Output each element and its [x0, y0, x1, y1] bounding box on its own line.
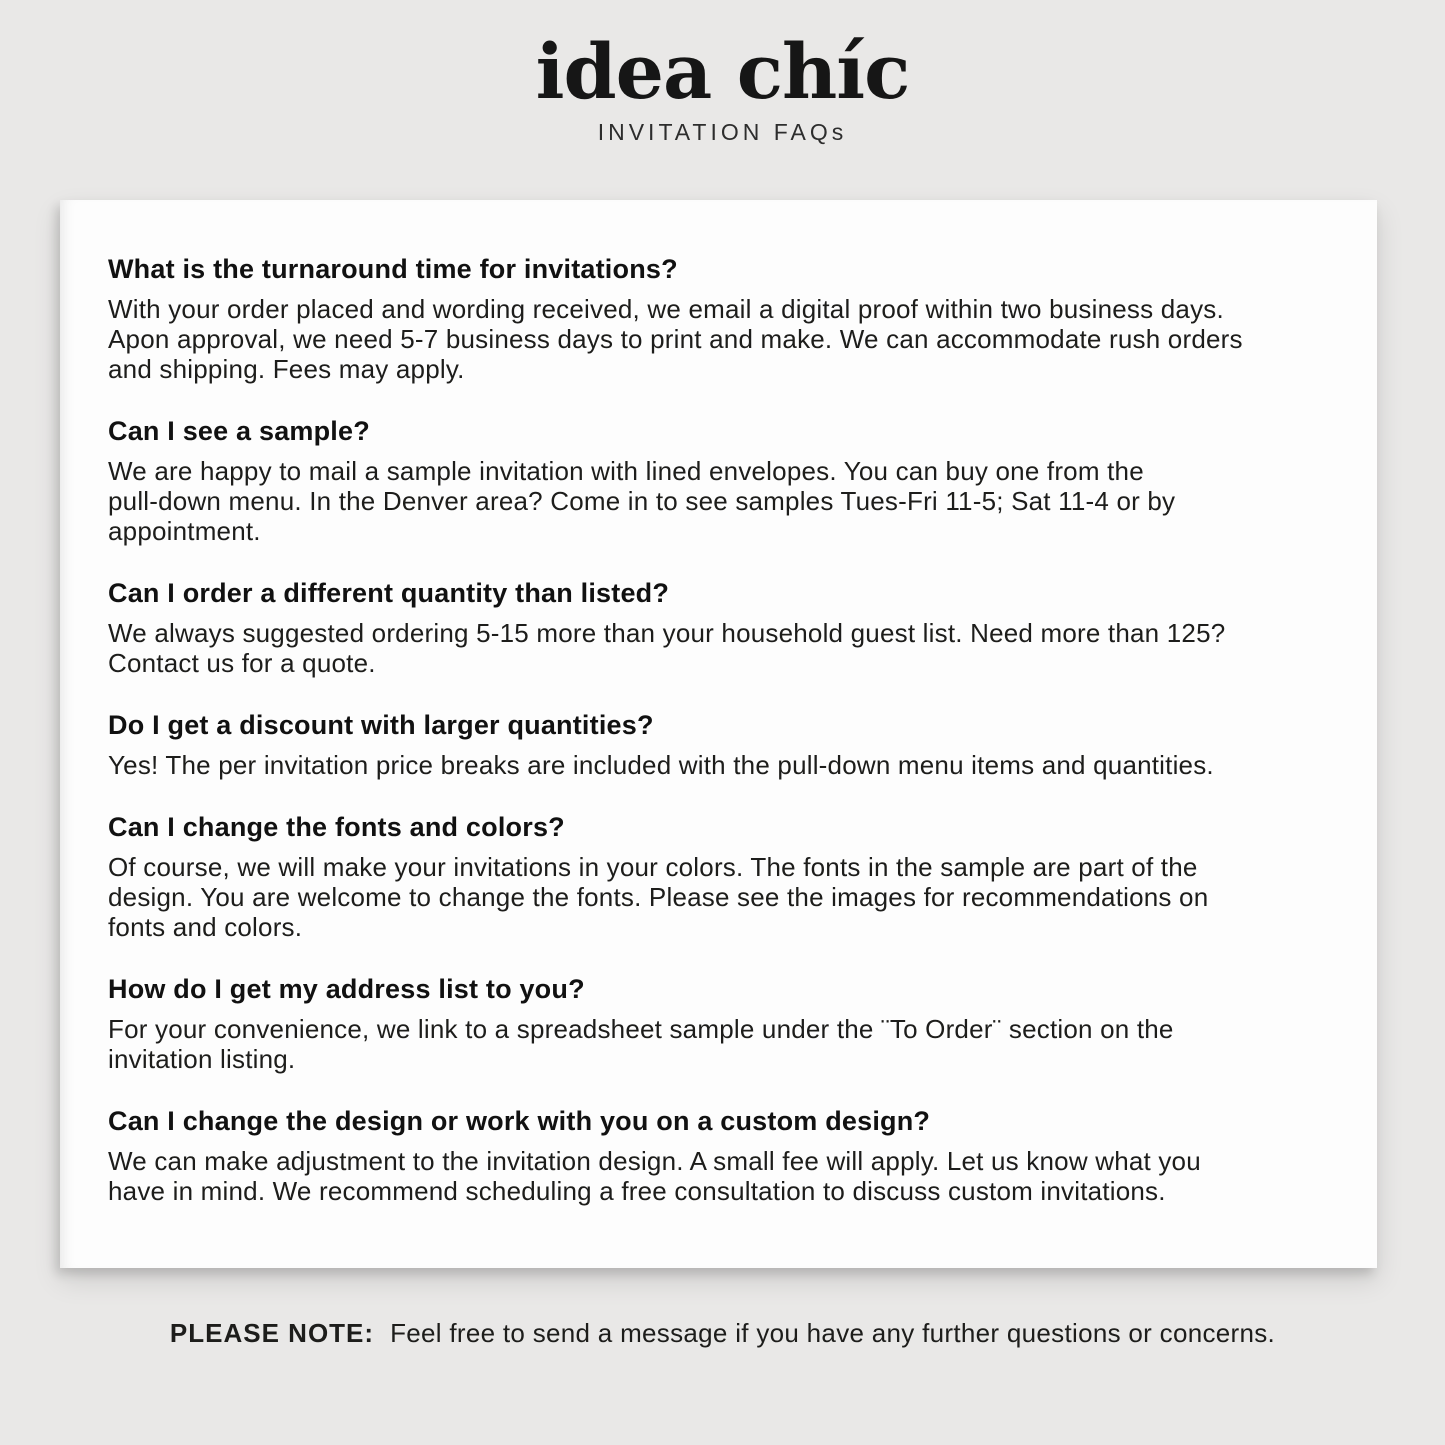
faq-item — [108, 710, 1341, 780]
brand-logo: idea chíc — [535, 27, 910, 116]
faq-answer-line: have in mind. We recommend scheduling a free consultation to discuss custom invitations. — [108, 1176, 1166, 1206]
faq-answer-line: design. You are welcome to change the fonts. Please see the images for recommendations on — [108, 882, 1209, 912]
faq-answer-line: With your order placed and wording received, we email a digital proof within two business days. — [108, 294, 1224, 324]
faq-answer-line: Apon approval, we need 5-7 business days to print and make. We can accommodate rush orders — [108, 324, 1243, 354]
faq-item — [108, 812, 1341, 942]
faq-answer-line: Contact us for a quote. — [108, 648, 376, 678]
faq-question: Can I change the fonts and colors? — [108, 812, 565, 842]
faq-answer-line: For your convenience, we link to a spreadsheet sample under the ¨To Order¨ section on the — [108, 1014, 1174, 1044]
faq-answer-line: invitation listing. — [108, 1044, 296, 1074]
faq-item — [108, 578, 1341, 678]
faq-answer-line: appointment. — [108, 516, 261, 546]
faq-item — [108, 254, 1341, 384]
faq-answer-line: fonts and colors. — [108, 912, 303, 942]
faq-question: What is the turnaround time for invitations? — [108, 254, 678, 284]
faq-answer-line: We are happy to mail a sample invitation with lined envelopes. You can buy one from the — [108, 456, 1144, 486]
note-message: Feel free to send a message if you have any further questions or concerns. — [390, 1318, 1276, 1348]
faq-question: Can I see a sample? — [108, 416, 370, 446]
faq-item — [108, 974, 1341, 1074]
faq-answer-line: We always suggested ordering 5-15 more than your household guest list. Need more than 125? — [108, 618, 1226, 648]
faq-question: Can I order a different quantity than listed? — [108, 578, 670, 608]
faq-question: Do I get a discount with larger quantities? — [108, 710, 654, 740]
faq-answer-line: pull-down menu. In the Denver area? Come in to see samples Tues-Fri 11-5; Sat 11-4 or by — [108, 486, 1176, 516]
page-header — [0, 0, 1445, 146]
faq-item — [108, 416, 1341, 546]
faq-answer-line: Of course, we will make your invitations in your colors. The fonts in the sample are part of the — [108, 852, 1198, 882]
faq-card — [60, 200, 1377, 1268]
page-subtitle: INVITATION FAQs — [597, 119, 848, 146]
note-label: PLEASE NOTE: — [169, 1318, 375, 1348]
footer-note — [0, 1318, 1445, 1348]
faq-question: Can I change the design or work with you on a custom design? — [108, 1106, 931, 1136]
faq-question: How do I get my address list to you? — [108, 974, 585, 1004]
faq-answer-line: and shipping. Fees may apply. — [108, 354, 465, 384]
faq-answer-line: We can make adjustment to the invitation design. A small fee will apply. Let us know what you — [108, 1146, 1201, 1176]
faq-answer-line: Yes! The per invitation price breaks are included with the pull-down menu items and quantities. — [108, 750, 1214, 780]
faq-item — [108, 1106, 1341, 1206]
